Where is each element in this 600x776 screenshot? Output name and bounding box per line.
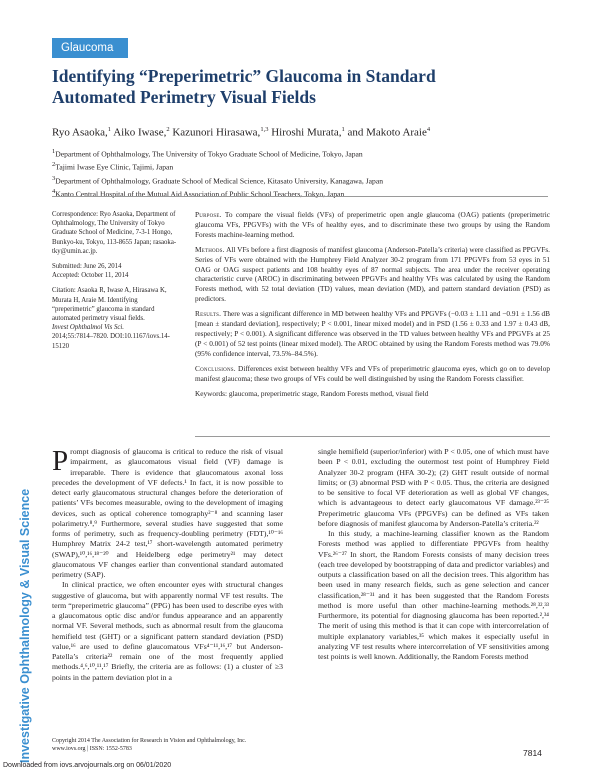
author: Kazunori Hirasawa,: [172, 126, 261, 139]
journal-name: Investigative Ophthalmology & Visual Science: [18, 488, 32, 763]
author: Ryo Asaoka,: [52, 126, 108, 139]
affiliation-line: $^1$Department of Ophthalmology, The University of Tokyo Graduate School of Medicine, Tokyo, Japan: [52, 148, 363, 159]
author: Hiroshi Murata,: [271, 126, 342, 139]
author: and Makoto Araie: [347, 126, 427, 139]
footer: [52, 737, 352, 753]
affiliation-line: $^3$Department of Ophthalmology, Graduate School of Medical Science, Kitasato University, Kanagawa, Japan: [52, 174, 384, 186]
author-affiliation-mark: 1,3: [260, 126, 269, 133]
body-column-left: [52, 447, 283, 683]
citation: Citation: Asaoka R, Iwase A, Hirasawa K, Murata H, Araie M. Identifying “preperimetric” glaucoma in standard automated perimetry visual fields.: [52, 287, 167, 323]
header-divider: [52, 196, 548, 197]
body-paragraph: single hemifield (superior/inferior) with P < 0.05, one of which must have been P < 0.01, excluding the outermost test point of Humphrey Field Analyzer 30-2 program (HFA 30-2); (2) GHT result outside of normal limits; or (3) abnormal PSD with P < 0.05. Thus, the criteria are designed to be sensitive to focal VF deterioration as well as global VF changes, which is advantageous to detect early glaucomatous VF damage.²³⁻²⁵ Preperimetric glaucoma VFs (PPGVFs) can be defined as VFs taken before diagnosis of manifest glaucoma by Anderson-Patella’s criteria.²²: [318, 447, 549, 528]
author: Aiko Iwase,: [113, 126, 167, 139]
abstract-methods: Methods. All VFs before a first diagnosis of manifest glaucoma (Anderson-Patella’s criteria) were classified as PPGVFs. Series of VFs were obtained with the Humphrey Field Analyzer 30-2 program from 171 PPGVFs from 53 eyes in 51 OAG or OAG suspect patients and 108 healthy eyes of 87 normal subjects. The area under the receiver operating characteristic curve (AROC) in discriminating between PPGVFs and healthy VFs was calculated by using the Random Forests method, with 52 total deviation (TD) values, mean deviation (MD), and pattern standard deviation (PSD) as predictors.: [195, 244, 550, 304]
article-title: Identifying “Preperimetric” Glaucoma in Standard Automated Perimetry Visual Fields: [52, 66, 436, 107]
page-number: 7814: [523, 748, 542, 758]
journal-vertical-banner: [2, 468, 34, 763]
body-column-right: [318, 447, 549, 662]
keywords: Keywords: glaucoma, preperimetric stage, Random Forests method, visual field: [195, 388, 429, 398]
author-list: [52, 126, 572, 139]
abstract-divider: [195, 436, 550, 437]
drop-cap: P: [52, 445, 69, 477]
abstract-results: Results. There was a significant difference in MD between healthy VFs and PPGVFs (−0.03 ± 1.11 and −0.91 ± 1.56 dB [mean ± standard deviation], respectively; P < 0.001, linear mixed model) and in PSD (1.56 ± 0.33 and 1.97 ± 0.43 dB, respectively; P < 0.001). A significant difference was observed in the TD values between healthy VFs and PPGVFs at 25 (P < 0.001) of 52 test points (linear mixed model). The AROC obtained by using the Random Forests method was 79.0% (95% confidence interval, 73.5%–84.5%).: [195, 309, 550, 358]
author-affiliation-mark: 2: [166, 126, 170, 133]
author-affiliation-mark: 1: [107, 126, 112, 133]
body-paragraph: In this study, a machine-learning classifier known as the Random Forests method was applied to differentiate PPGVFs from healthy VFs.²⁶⁻²⁷ In short, the Random Forests consists of many decision trees (each tree developed by bootstrapping of data and predictor variables) and outputs a classification based on all the decision trees. This algorithm has been used in many research fields, such as gene selection and cancer classification,²⁸⁻³¹ and it has been suggested that the Random Forests method is more useful than other machine-learning methods.²⁸,³²,³³ Furthermore, its potential for diagnosing glaucoma has been reported.²,³⁴ The merit of using this method is that it can cope with intercorrelation of multiple explanatory variables,³⁵ which makes it especially useful in analyzing VF test results where intercorrelation of VF sensitivities among test points is well known. Additionally, the Random Forests method: [318, 529, 549, 661]
citation-doi[interactable]: 2014;55:7814–7820. DOI:10.1167/iovs.14-15120: [52, 333, 170, 350]
abstract-purpose: Purpose. To compare the visual fields (VFs) of preperimetric open angle glaucoma (OAG) patients (preperimetric glaucoma VFs, PPGVFs) with the VFs of healthy eyes, and to discriminate these two groups by using the Random Forests machine-learning method.: [195, 210, 550, 239]
author-affiliation-mark: 1: [341, 126, 345, 133]
journal-url[interactable]: www.iovs.org | ISSN: 1552-5783: [52, 746, 132, 752]
sidebar-info: [52, 210, 177, 357]
submitted-date: Submitted: June 26, 2014: [52, 263, 122, 271]
download-notice: Downloaded from iovs.arvojournals.org on 06/01/2020: [3, 762, 172, 769]
affiliations: [52, 147, 572, 200]
affiliation-line: $^2$Tajimi Iwase Eye Clinic, Tajimi, Japan: [52, 161, 174, 172]
abstract: [195, 210, 550, 403]
abstract-conclusions: Conclusions. Differences exist between healthy VFs and VFs of preperimetric glaucoma eyes, which go on to develop manifest glaucoma; these two groups of VFs could be well distinguished by using the Random Forests classifier.: [195, 363, 550, 383]
citation-journal: Invest Ophthalmol Vis Sci.: [52, 324, 124, 332]
affiliation-line: $^4$Kanto Central Hospital of the Mutual Aid Association of Public School Teachers, Tokyo, Japan: [52, 187, 345, 199]
section-tag: Glaucoma: [52, 38, 128, 58]
copyright: Copyright 2014 The Association for Research in Vision and Ophthalmology, Inc.: [52, 738, 247, 744]
author-affiliation-mark: 4: [426, 126, 431, 133]
correspondence: Correspondence: Ryo Asaoka, Department of Ophthalmology, The University of Tokyo Graduate School of Medicine, 7-3-1 Hongo, Bunkyo-ku, Tokyo, 113-8655 Japan; rasaoka-tky@umin.ac.jp.: [52, 211, 177, 255]
body-paragraph: In clinical practice, we often encounter eyes with structural changes suggestive of glaucoma, but with apparently normal VF test results. The term “preperimetric glaucoma” (PPG) has been used to describe eyes with a glaucomatous optic disc and/or fundus appearance and an apparently normal VF. Several methods, such as abnormal result from the glaucoma hemifield test (GHT) or a significant pattern standard deviation (PSD) value,¹⁶ are used to define glaucomatous VFs⁴⁻¹¹,¹⁶,¹⁷ but Anderson-Patella’s criteria²² remain one of the most frequently applied methods.⁴,⁶,¹⁰,¹¹,¹⁷ Briefly, the criteria are as follows: (1) a cluster of ≥3 points in the pattern deviation plot in a: [52, 580, 283, 682]
body-paragraph: Prompt diagnosis of glaucoma is critical to reduce the risk of visual impairment, as glaucomatous visual field (VF) damage is irreparable. There is evidence that glaucomatous axonal loss precedes the development of VF defects.¹ In fact, it is now possible to detect early glaucomatous structural changes before the deterioration of patients’ VFs becomes measurable, owing to the development of imaging devices, such as optical coherence tomography²⁻⁸ and scanning laser polarimetry.⁸,⁹ Furthermore, several studies have suggested that some forms of perimetry, such as frequency-doubling perimetry (FDT),¹⁰⁻¹⁶ Humphrey Matrix 24-2 test,¹⁷ short-wavelength automated perimetry (SWAP),¹⁰,¹⁶,¹⁸⁻²⁰ and Heidelberg edge perimetry²¹ may detect glaucomatous VF changes earlier than conventional standard automated perimetry (SAP).: [52, 445, 283, 579]
accepted-date: Accepted: October 11, 2014: [52, 272, 129, 280]
